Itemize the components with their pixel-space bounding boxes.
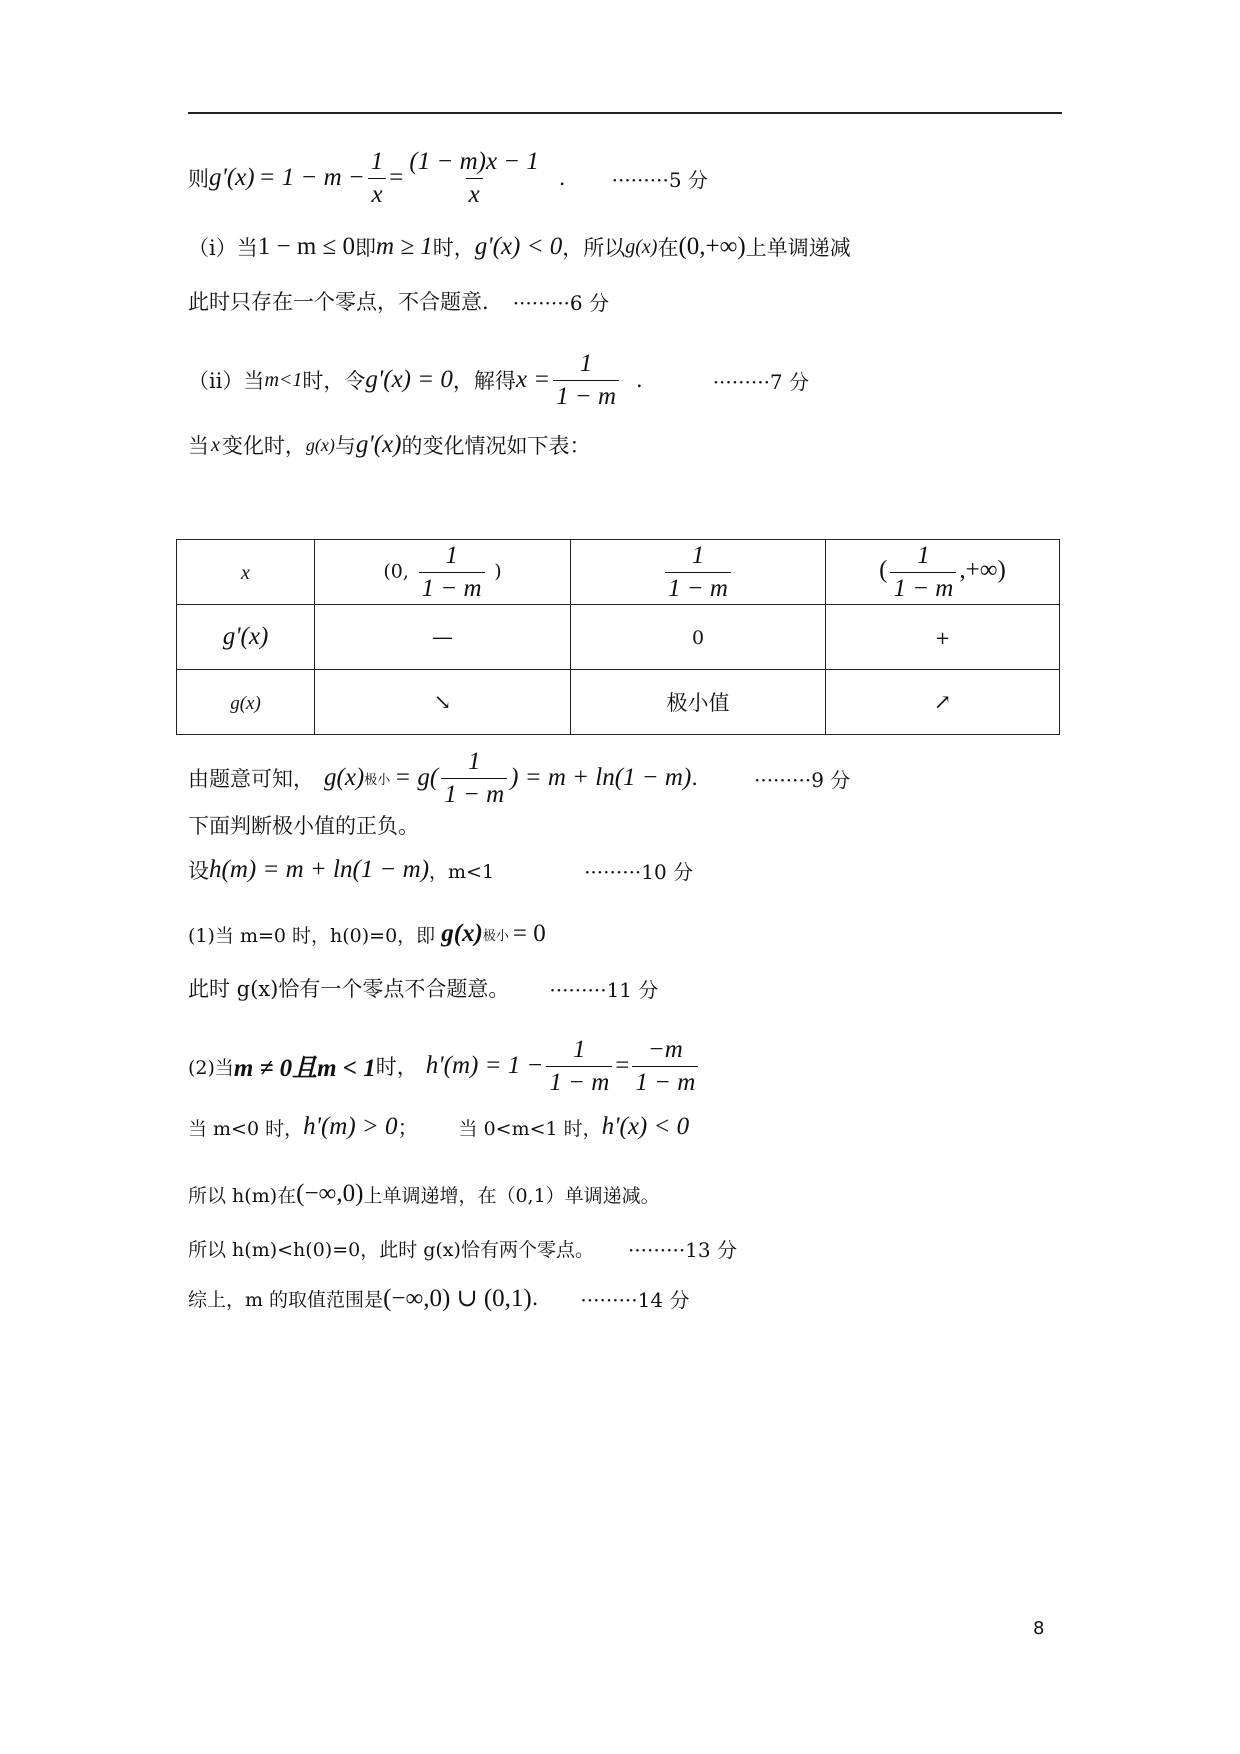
define-h: 设 h(m) = m + ln(1 − m) ，m<1 ·········10 分: [188, 856, 694, 884]
table-row-derivative: g'(x) — 0 +: [177, 605, 1060, 670]
page-number: 8: [1033, 1618, 1045, 1639]
table-row-function: g(x) ↘ 极小值 ↗: [177, 670, 1060, 735]
fraction-1-over-x: $\frac{1}{x}$: [368, 148, 387, 208]
score-14: ·········14 分: [580, 1287, 690, 1312]
two-zeros: 所以 h(m)<h(0)=0，此时 g(x)恰有两个零点。 ·········13 分: [188, 1234, 737, 1263]
score-7: ·········7 分: [712, 369, 810, 394]
score-11: ·········11 分: [549, 977, 659, 1002]
fraction-critical-point: $\frac{1}{1 - m}$: [553, 350, 619, 410]
case-i: （ⅰ）当 1 − m ≤ 0 即 m ≥ 1 时， g'(x) < 0 ，所以 g(x) 在 (0,+∞) 上单调递减: [188, 233, 851, 260]
subcase-1-conclusion: 此时 g(x)恰有一个零点不合题意。 ·········11 分: [188, 973, 658, 1003]
minimum-value: 由题意可知， g(x) 极小 = g( $\frac{1}{1 - m}$ ) = m + ln(1 − m) . ·········9 分: [188, 748, 851, 808]
score-6: ·········6 分: [512, 290, 609, 315]
case-ii: （ⅱ）当 m<1 时，令 g'(x) = 0 ，解得 x = $\frac{1}{1 - m}$ . ·········7 分: [188, 350, 810, 410]
monotonicity-h: 所以 h(m)在 (−∞,0) 上单调递增，在（0,1）单调递减。: [188, 1180, 660, 1207]
subcase-2: (2)当 m ≠ 0且m < 1 时， h'(m) = 1 − $\frac{1}{1 - m}$ = $\frac{-m}{1 - m}$: [188, 1036, 701, 1096]
step-derivative-g: 则 g'(x) = 1 − m − $\frac{1}{x}$ = $\frac{(1 - m)x - 1}{x}$ . ·········5 分: [188, 148, 708, 208]
table-intro: 当 x 变化时， g(x) 与 g'(x) 的变化情况如下表：: [188, 431, 591, 458]
arrow-up-right-icon: ↗: [933, 690, 952, 714]
table-row-x: x (0, $\frac{1}{1 - m}$ ) $\frac{1}{1 - m}$ ( $\frac{1}{1 - m}$ ,+∞): [177, 540, 1060, 605]
header-rule: [188, 112, 1062, 114]
sign-analysis-intro: 下面判断极小值的正负。: [188, 814, 419, 838]
variation-table: [176, 539, 1060, 735]
sign-of-h-derivative: 当 m<0 时， h'(m) > 0 ； 当 0<m<1 时， h'(x) < 0: [188, 1113, 690, 1140]
score-5: ·········5 分: [611, 167, 708, 192]
fraction-derivative: $\frac{(1 - m)x - 1}{x}$: [409, 148, 539, 208]
arrow-down-right-icon: ↘: [433, 690, 452, 714]
score-13: ·········13 分: [627, 1238, 737, 1262]
score-9: ·········9 分: [753, 767, 851, 792]
score-10: ·········10 分: [584, 859, 694, 884]
subcase-1: (1)当 m=0 时，h(0)=0，即 g(x) 极小 = 0: [188, 920, 546, 947]
final-answer: 综上，m 的取值范围是 (−∞,0) ∪ (0,1) . ·········14 分: [188, 1285, 690, 1312]
case-i-conclusion: 此时只存在一个零点，不合题意. ·········6 分: [188, 286, 609, 316]
